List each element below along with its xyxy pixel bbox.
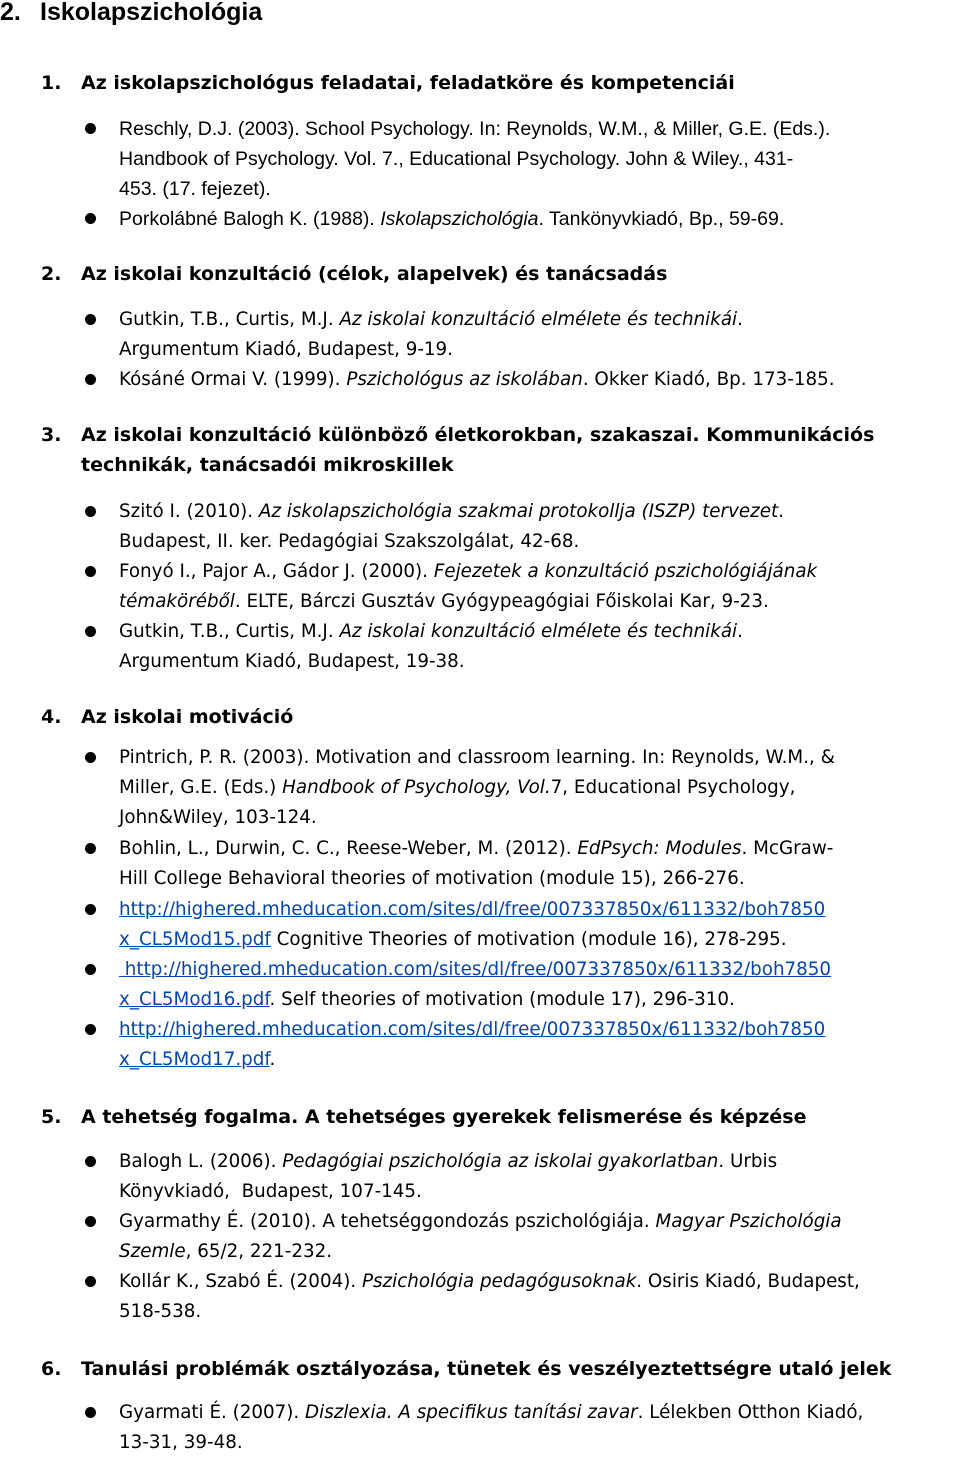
- reference-publisher: . Urbis: [718, 1151, 778, 1172]
- reference-authors: Gutkin, T.B., Curtis, M.J.: [119, 309, 340, 330]
- reference-authors: Gyarmati É. (2007).: [119, 1402, 306, 1423]
- reference-title: Diszlexia. A specifikus tanítási zavar: [305, 1402, 638, 1423]
- reference-title: EdPsych: Modules: [577, 838, 742, 859]
- reference-title: Az iskolapszichológia szakmai protokollja (ISZP) tervezet: [258, 501, 779, 522]
- bullet-icon: [85, 213, 96, 224]
- bullet-icon: [85, 506, 96, 517]
- bullet-icon: [85, 1024, 96, 1035]
- reference-item: [119, 1267, 960, 1327]
- reference-publisher: . Okker Kiadó, Bp. 173-185.: [582, 369, 835, 390]
- reference-line: Reschly, D.J. (2003). School Psychology. In: Reynolds, W.M., & Miller, G.E. (Eds.).: [119, 118, 831, 140]
- reference-authors: Fonyó I., Pajor A., Gádor J. (2000).: [119, 561, 434, 582]
- reference-publisher: . ELTE, Bárczi Gusztáv Gyógypeagógiai Főiskolai Kar, 9-23.: [234, 591, 769, 612]
- reference-link[interactable]: http://highered.mheducation.com/sites/dl/free/007337850x/611332/boh7850: [119, 1019, 826, 1040]
- section-number: 5.: [41, 1106, 62, 1128]
- chapter-heading: [0, 0, 262, 28]
- reference-punctuation: .: [737, 621, 743, 642]
- reference-publisher: John&Wiley, 103-124.: [119, 807, 317, 828]
- bullet-icon: [85, 566, 96, 577]
- reference-publisher: Argumentum Kiadó, Budapest, 9-19.: [119, 339, 453, 360]
- reference-item: [119, 114, 960, 204]
- reference-item: [119, 365, 960, 395]
- section-heading: [41, 702, 941, 732]
- reference-title: Az iskolai konzultáció elmélete és technikái: [339, 621, 738, 642]
- section-heading: [41, 420, 941, 480]
- chapter-title: Iskolapszichológia: [40, 0, 263, 26]
- bullet-icon: [85, 843, 96, 854]
- reference-publisher: . McGraw-: [741, 838, 834, 859]
- reference-description: . Self theories of motivation (module 17), 296-310.: [269, 989, 735, 1010]
- reference-authors: Kollár K., Szabó É. (2004).: [119, 1271, 362, 1292]
- section-heading: [41, 68, 941, 98]
- reference-publisher: Budapest, II. ker. Pedagógiai Szakszolgálat, 42-68.: [119, 531, 580, 552]
- reference-publisher: . Osiris Kiadó, Budapest,: [636, 1271, 860, 1292]
- section-number: 6.: [41, 1358, 62, 1380]
- reference-editors: Miller, G.E. (Eds.): [119, 777, 283, 798]
- reference-authors: Gutkin, T.B., Curtis, M.J.: [119, 621, 340, 642]
- reference-item: [119, 497, 960, 557]
- section-number: 3.: [41, 424, 62, 446]
- reference-pages: , 65/2, 221-232.: [185, 1241, 333, 1262]
- reference-link[interactable]: x_CL5Mod17.pdf: [119, 1049, 270, 1070]
- reference-pages: 13-31, 39-48.: [119, 1432, 243, 1453]
- reference-link[interactable]: http://highered.mheducation.com/sites/dl/free/007337850x/611332/boh7850: [119, 899, 826, 920]
- bullet-icon: [85, 1276, 96, 1287]
- section-title: Az iskolai konzultáció (célok, alapelvek) és tanácsadás: [81, 263, 668, 285]
- section-number: 2.: [41, 263, 62, 285]
- reference-item: [119, 557, 960, 617]
- bullet-icon: [85, 1407, 96, 1418]
- reference-item: [119, 895, 960, 955]
- reference-title: témaköréből: [119, 591, 235, 612]
- reference-line: 453. (17. fejezet).: [119, 178, 271, 200]
- section-number: 4.: [41, 706, 62, 728]
- reference-authors: Porkolábné Balogh K. (1988).: [119, 208, 381, 230]
- section-heading: [41, 259, 941, 289]
- reference-authors: Balogh L. (2006).: [119, 1151, 283, 1172]
- reference-authors: Bohlin, L., Durwin, C. C., Reese-Weber, M. (2012).: [119, 838, 578, 859]
- reference-punctuation: .: [778, 501, 784, 522]
- reference-item: [119, 743, 960, 833]
- bullet-icon: [85, 626, 96, 637]
- reference-description: Cognitive Theories of motivation (module 16), 278-295.: [270, 929, 787, 950]
- section-title: A tehetség fogalma. A tehetséges gyerekek felismerése és képzése: [81, 1106, 807, 1128]
- bullet-icon: [85, 123, 96, 134]
- reference-authors: Kósáné Ormai V. (1999).: [119, 369, 347, 390]
- reference-item: [119, 1147, 960, 1207]
- reference-item: [119, 955, 960, 1015]
- bullet-icon: [85, 752, 96, 763]
- section-title: Tanulási problémák osztályozása, tünetek és veszélyeztettségre utaló jelek: [81, 1358, 892, 1380]
- reference-line: Handbook of Psychology. Vol. 7., Educational Psychology. John & Wiley., 431-: [119, 148, 794, 170]
- reference-authors: Szitó I. (2010).: [119, 501, 259, 522]
- reference-punctuation: .: [269, 1049, 276, 1070]
- reference-item: [119, 617, 960, 677]
- reference-link[interactable]: x_CL5Mod16.pdf: [119, 989, 270, 1010]
- chapter-number: 2.: [0, 0, 21, 26]
- reference-title: Az iskolai konzultáció elmélete és technikái: [339, 309, 738, 330]
- reference-title: Pszichológia pedagógusoknak: [361, 1271, 637, 1292]
- bullet-icon: [85, 1156, 96, 1167]
- reference-title: Pedagógiai pszichológia az iskolai gyakorlatban: [282, 1151, 719, 1172]
- reference-item: [119, 834, 960, 894]
- reference-title: Iskolapszichológia: [380, 208, 539, 230]
- section-title: technikák, tanácsadói mikroskillek: [81, 454, 454, 476]
- section-number: 1.: [41, 72, 62, 94]
- bullet-icon: [85, 314, 96, 325]
- bullet-icon: [85, 964, 96, 975]
- reference-item: [119, 204, 960, 234]
- reference-title: Fejezetek a konzultáció pszichológiájának: [433, 561, 818, 582]
- reference-pages: 518-538.: [119, 1301, 202, 1322]
- reference-item: [119, 1398, 960, 1458]
- reference-volume: 7, Educational Psychology,: [550, 777, 796, 798]
- reference-publisher: . Lélekben Otthon Kiadó,: [637, 1402, 864, 1423]
- reference-link[interactable]: http://highered.mheducation.com/sites/dl/free/007337850x/611332/boh7850: [119, 959, 832, 980]
- reference-publisher: . Tankönyvkiadó, Bp., 59-69.: [538, 208, 785, 230]
- reference-link[interactable]: x_CL5Mod15.pdf: [119, 929, 271, 950]
- reference-journal: Magyar Pszichológia: [655, 1211, 842, 1232]
- bullet-icon: [85, 904, 96, 915]
- bullet-icon: [85, 374, 96, 385]
- reference-item: [119, 1207, 960, 1267]
- reference-item: [119, 1015, 960, 1075]
- reference-title: Handbook of Psychology, Vol.: [282, 777, 551, 798]
- section-title: Az iskolapszichológus feladatai, feladatköre és kompetenciái: [81, 72, 735, 94]
- reference-publisher: Könyvkiadó, Budapest, 107-145.: [119, 1181, 422, 1202]
- reference-journal: Szemle: [119, 1241, 186, 1262]
- bullet-icon: [85, 1216, 96, 1227]
- section-title: Az iskolai konzultáció különböző életkorokban, szakaszai. Kommunikációs: [81, 424, 875, 446]
- section-heading: [41, 1102, 941, 1132]
- reference-authors: Pintrich, P. R. (2003). Motivation and classroom learning. In: Reynolds, W.M., &: [119, 747, 835, 768]
- reference-authors: Gyarmathy É. (2010). A tehetséggondozás pszichológiája.: [119, 1211, 656, 1232]
- reference-title: Pszichológus az iskolában: [346, 369, 583, 390]
- section-heading: [41, 1354, 941, 1384]
- reference-publisher: Hill College Behavioral theories of motivation (module 15), 266-276.: [119, 868, 745, 889]
- reference-punctuation: .: [737, 309, 743, 330]
- reference-item: [119, 305, 960, 365]
- reference-publisher: Argumentum Kiadó, Budapest, 19-38.: [119, 651, 465, 672]
- section-title: Az iskolai motiváció: [81, 706, 294, 728]
